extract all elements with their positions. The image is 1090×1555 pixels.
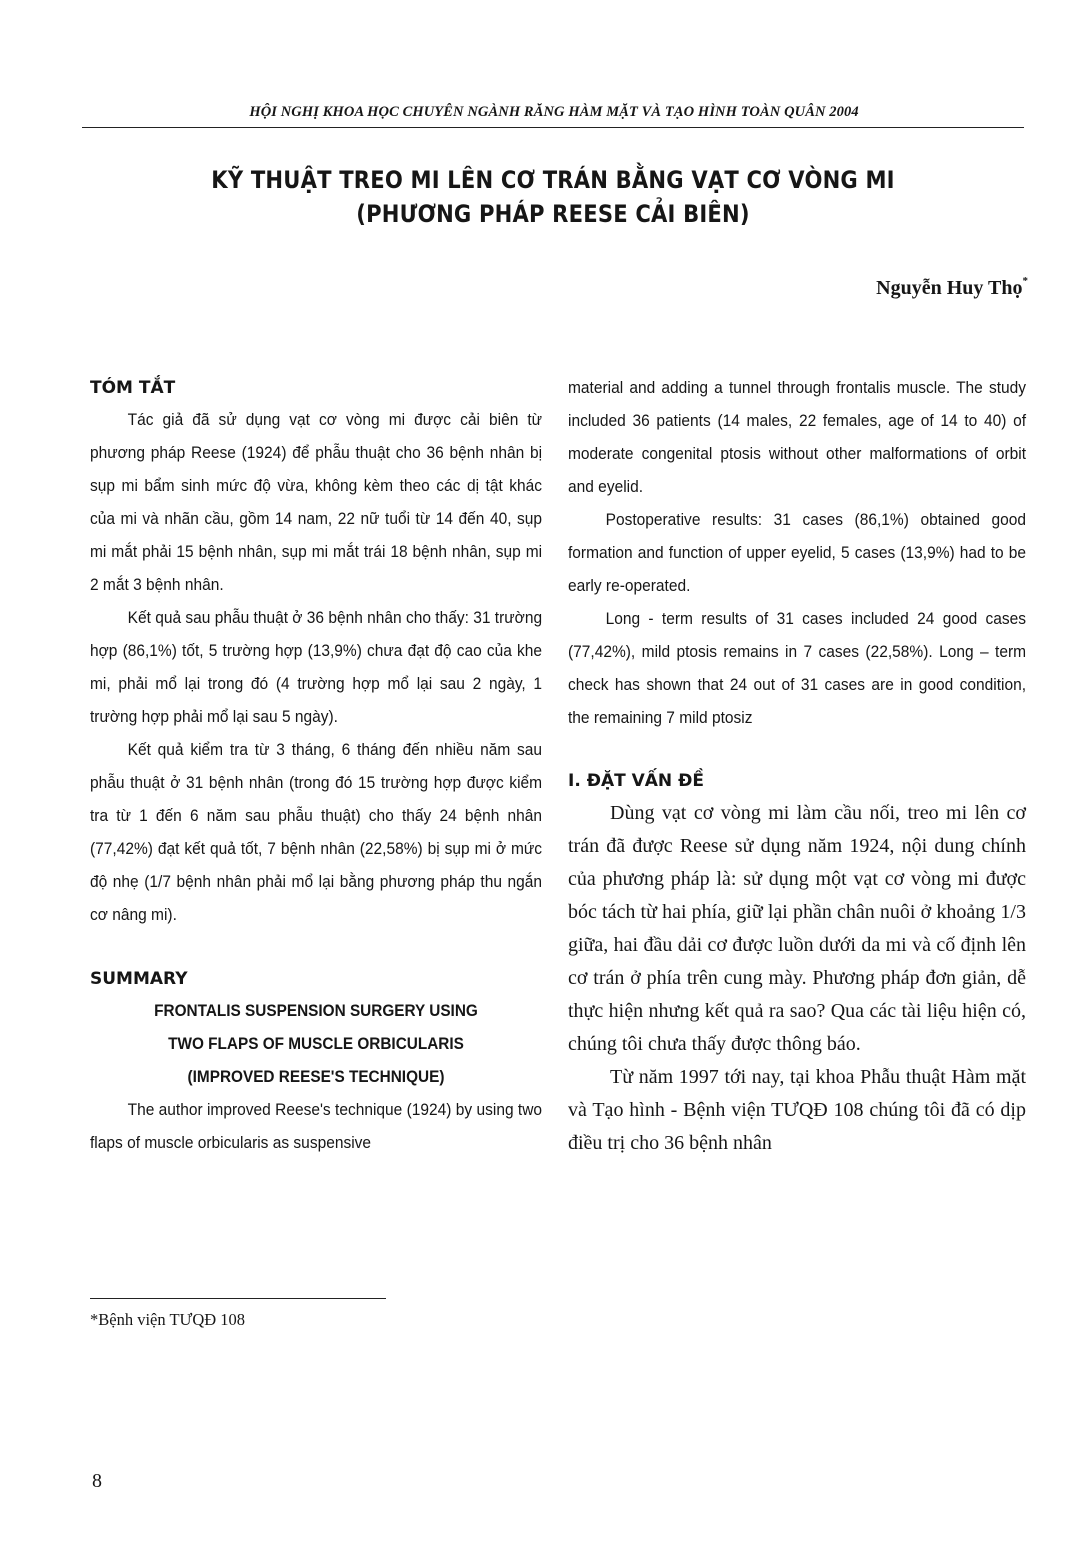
summary-paragraph: Postoperative results: 31 cases (86,1%) obtained good formation and function of upper eyelid, 5 cases (13,9%) had to be early re-operated. — [568, 511, 1027, 595]
summary-title-line: FRONTALIS SUSPENSION SURGERY USING — [154, 1002, 478, 1020]
summary-title-line: TWO FLAPS OF MUSCLE ORBICULARIS — [168, 1035, 464, 1053]
footnote: *Bệnh viện TƯQĐ 108 — [90, 1310, 246, 1329]
abstract-paragraph: Tác giả đã sử dụng vạt cơ vòng mi được cải biên từ phương pháp Reese (1924) để phẫu thuật cho 36 bệnh nhân bị sụp mi bẩm sinh mức độ vừa, không kèm theo các dị tật khác của mi và nhãn cầu, gồm 14 nam, 22 nữ tuổi từ 14 đến 40, sụp mi mắt phải 15 bệnh nhân, sụp mi mắt trái 18 bệnh nhân, sụp mi 2 mắt 3 bệnh nhân. — [90, 411, 543, 594]
author-footnote-mark: * — [1022, 275, 1028, 287]
body-paragraph: Từ năm 1997 tới nay, tại khoa Phẫu thuật Hàm mặt và Tạo hình - Bệnh viện TƯQĐ 108 chúng tôi đã có dịp điều trị cho 36 bệnh nhân — [568, 1066, 1026, 1154]
author-name — [876, 277, 1028, 300]
page-number: 8 — [92, 1470, 102, 1492]
summary-title-line: (IMPROVED REESE'S TECHNIQUE) — [187, 1068, 445, 1086]
abstract-heading: TÓM TẮT — [90, 378, 176, 398]
body-paragraph: Dùng vạt cơ vòng mi làm cầu nối, treo mi lên cơ trán đã được Reese sử dụng năm 1924, nội dung chính của phương pháp là: sử dụng một vạt cơ vòng mi được bóc tách từ hai phía, giữ lại phần chân nuôi ở khoảng 1/3 giữa, hai đầu dải cơ được luồn dưới da mi và cố định lên cơ trán ở phía trên cung mày. Phương pháp đơn giản, dễ thực hiện nhưng kết quả ra sao? Qua các tài liệu hiện có, chúng tôi chưa thấy được thông báo. — [568, 802, 1026, 1055]
summary-heading: SUMMARY — [90, 969, 188, 989]
header-rule — [82, 127, 1024, 128]
running-head: HỘI NGHỊ KHOA HỌC CHUYÊN NGÀNH RĂNG HÀM MẶT VÀ TẠO HÌNH TOÀN QUÂN 2004 — [249, 104, 859, 120]
abstract-paragraph: Kết quả kiểm tra từ 3 tháng, 6 tháng đến nhiều năm sau phẫu thuật ở 31 bệnh nhân (trong đó 15 trường hợp được kiểm tra từ 1 đến 6 năm sau phẫu thuật) cho thấy 24 bệnh nhân (77,42%) đạt kết quả tốt, 7 bệnh nhân (22,58%) bị sụp mi ở mức độ nhẹ (1/7 bệnh nhân phải mổ lại bằng phương pháp thu ngắn cơ nâng mi). — [90, 741, 543, 924]
summary-paragraph: Long - term results of 31 cases included 24 good cases (77,42%), mild ptosis remains in 7 cases (22,58%). Long – term check has shown that 24 out of 31 cases are in good condition, the remaining 7 mild ptosiz — [568, 610, 1027, 727]
footnote-rule — [90, 1298, 386, 1299]
section-heading: I. ĐẶT VẤN ĐỀ — [568, 771, 704, 791]
abstract-paragraph: Kết quả sau phẫu thuật ở 36 bệnh nhân cho thấy: 31 trường hợp (86,1%) tốt, 5 trường hợp (13,9%) chưa đạt độ cao của khe mi, phải mổ lại trong đó (4 trường hợp mổ lại sau 2 ngày, 1 trường hợp phải mổ lại sau 5 ngày). — [90, 609, 543, 726]
article-title-line-2: (PHƯƠNG PHÁP REESE CẢI BIÊN) — [356, 200, 750, 228]
article-title-line-1: KỸ THUẬT TREO MI LÊN CƠ TRÁN BẰNG VẠT CƠ VÒNG MI — [211, 166, 895, 194]
right-column — [568, 372, 1026, 1160]
summary-paragraph-continued: material and adding a tunnel through frontalis muscle. The study included 36 patients (14 males, 22 females, age of 14 to 40) of moderate congenital ptosis without other malformations of orbit and eyelid. — [568, 379, 1027, 496]
author-name-text: Nguyễn Huy Thọ — [876, 277, 1023, 299]
summary-paragraph: The author improved Reese's technique (1924) by using two flaps of muscle orbicularis as suspensive — [90, 1101, 543, 1152]
left-column — [90, 372, 542, 1160]
